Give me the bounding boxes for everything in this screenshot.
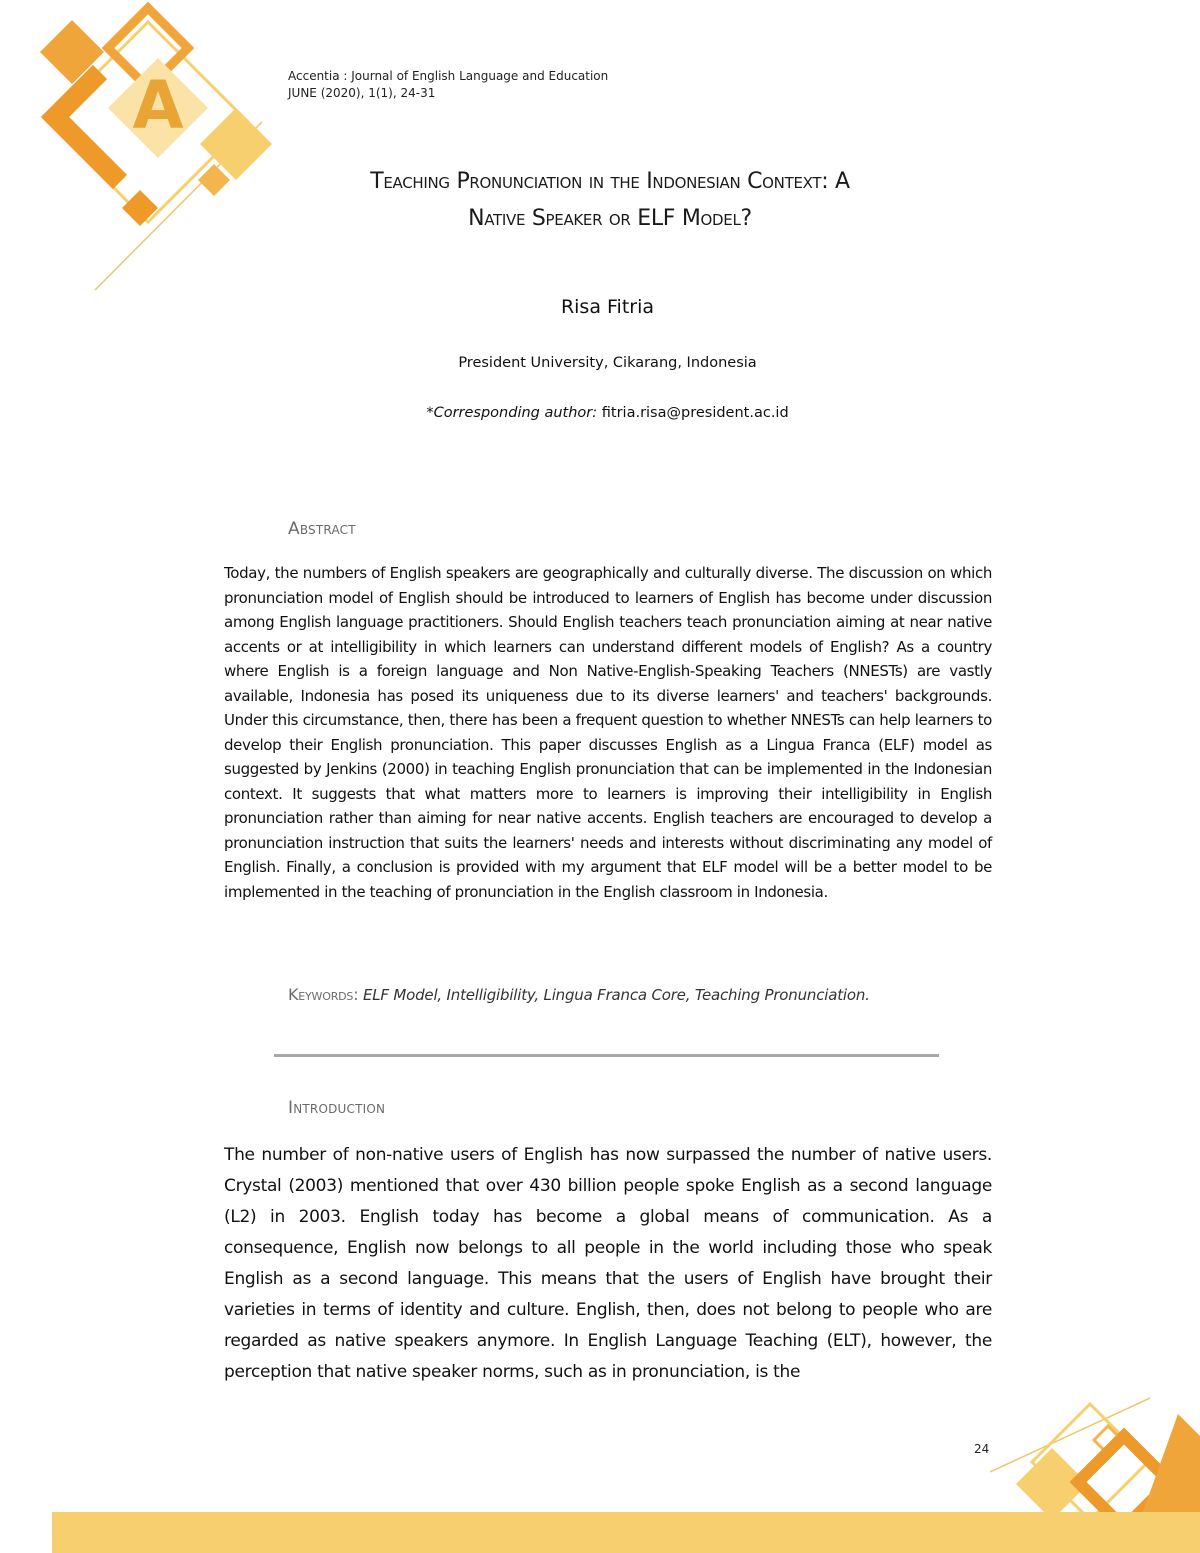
title-line-2: Native Speaker or ELF Model?	[468, 206, 752, 231]
footer-band	[52, 1512, 1200, 1553]
journal-name: Accentia : Journal of English Language and Education	[288, 69, 609, 83]
section-divider	[274, 1054, 939, 1057]
article-title	[160, 163, 1060, 237]
page-number: 24	[974, 1442, 990, 1456]
journal-header	[288, 68, 608, 102]
author-name: Risa Fitria	[560, 296, 655, 318]
introduction-heading: Introduction	[288, 1098, 386, 1118]
abstract-body: Today, the numbers of English speakers are geographically and culturally diverse. The discussion on which pronunciation model of English should be introduced to learners of English has become under discussion among English language practitioners. Should English teachers teach pronunciation aiming at near native accents or at intelligibility in which learners can understand different models of English? As a country where English is a foreign language and Non Native-English-Speaking Teachers (NNESTs) are vastly available, Indonesia has posed its uniqueness due to its diverse learners' and teachers' backgrounds. Under this circumstance, then, there has been a frequent question to whether NNESTs can help learners to develop their English pronunciation. This paper discusses English as a Lingua Franca (ELF) model as suggested by Jenkins (2000) in teaching English pronunciation that can be implemented in the Indonesian context. It suggests that what matters more to learners is improving their intelligibility in English pronunciation rather than aiming for near native accents. English teachers are encouraged to develop a pronunciation instruction that suits the learners' needs and interests without discriminating any model of English. Finally, a conclusion is provided with my argument that ELF model will be a better model to be implemented in the teaching of pronunciation in the English classroom in Indonesia.	[224, 564, 992, 901]
keywords	[288, 985, 870, 1004]
keywords-values: ELF Model, Intelligibility, Lingua Franca Core, Teaching Pronunciation.	[358, 986, 870, 1004]
corresponding-label: *Corresponding author:	[426, 405, 598, 421]
corresponding-email[interactable]: fitria.risa@president.ac.id	[597, 405, 789, 421]
logo-letter: A	[132, 67, 184, 144]
journal-issue: JUNE (2020), 1(1), 24-31	[288, 86, 436, 100]
author-affiliation: President University, Cikarang, Indonesia	[458, 355, 757, 371]
keywords-heading: Keywords:	[288, 985, 359, 1004]
introduction-body: The number of non-native users of English has now surpassed the number of native users. Crystal (2003) mentioned that over 430 billion people spoke English as a second language (L2) in 2003. English today has become a global means of communication. As a consequence, English now belongs to all people in the world including those who speak English as a second language. This means that the users of English have brought their varieties in terms of identity and culture. English, then, does not belong to people who are regarded as native speakers anymore. In English Language Teaching (ELT), however, the perception that native speaker norms, such as in pronunciation, is the	[224, 1145, 992, 1382]
journal-logo	[0, 0, 280, 300]
footer-decoration	[990, 1390, 1200, 1515]
title-line-1: Teaching Pronunciation in the Indonesian Context: A	[370, 169, 850, 194]
corresponding-author	[0, 405, 1200, 421]
abstract-heading: Abstract	[288, 519, 356, 539]
